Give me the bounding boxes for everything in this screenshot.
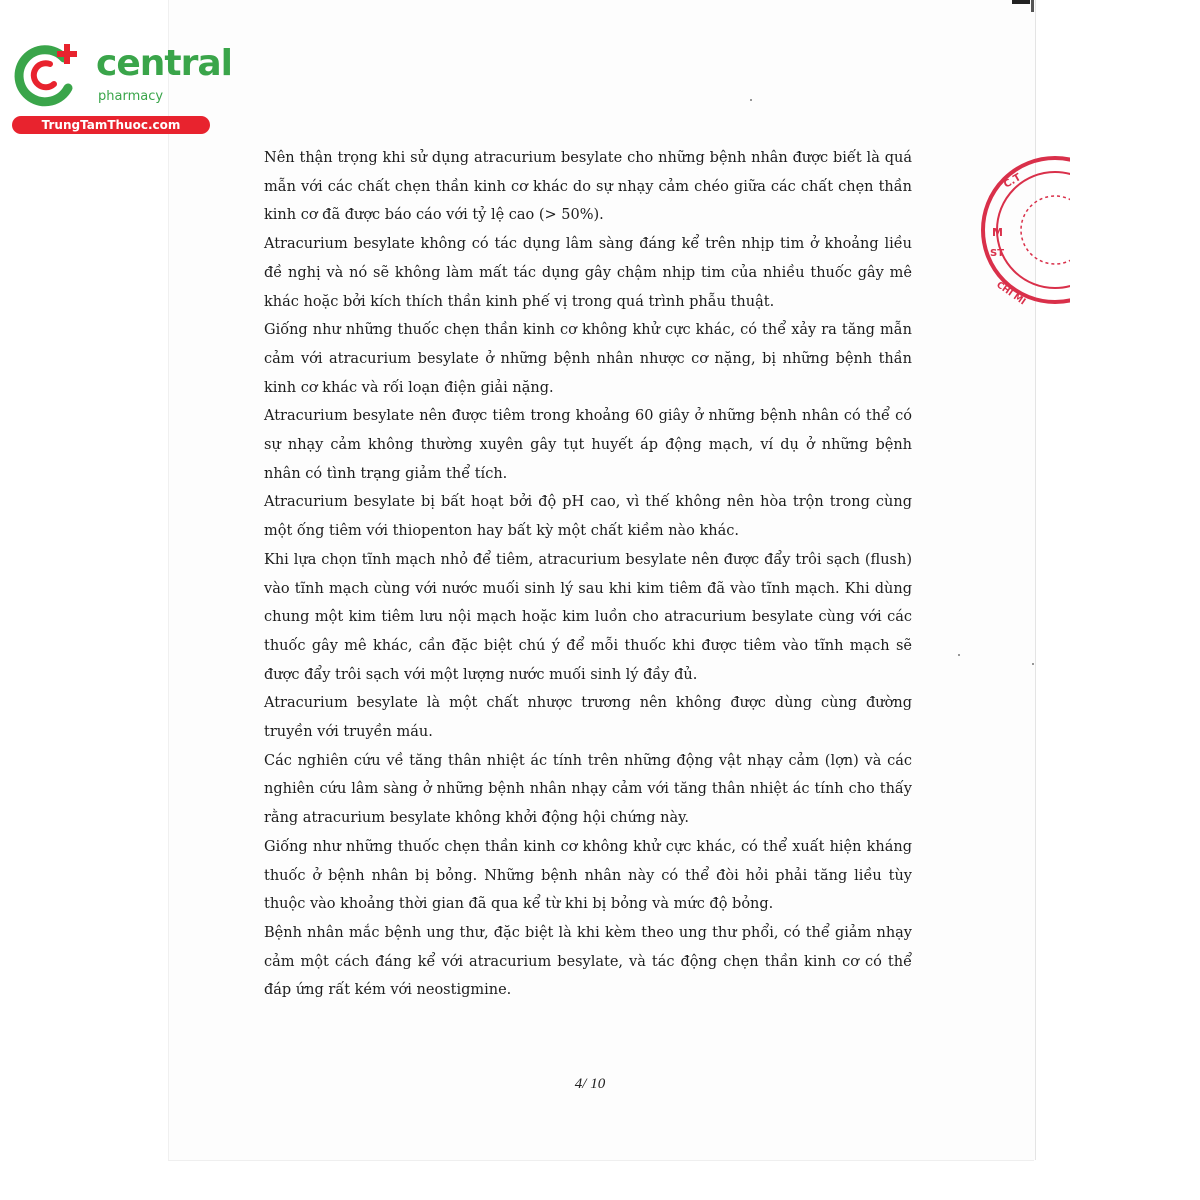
- scan-speck: [750, 99, 752, 101]
- stamp-text: M: [992, 226, 1003, 239]
- paragraph: Atracurium besylate không có tác dụng lâm sàng đáng kể trên nhịp tim ở khoảng liều đề nghị và nó sẽ không làm mất tác dụng gây chậm nhịp tim của nhiều thuốc gây mê khác hoặc bởi kích thích thần kinh phế vị trong quá trình phẫu thuật.: [264, 236, 912, 310]
- company-stamp: [960, 150, 1070, 310]
- logo-sub-text: pharmacy: [98, 89, 164, 104]
- central-pharmacy-logo[interactable]: [10, 36, 232, 136]
- paragraph: Nên thận trọng khi sử dụng atracurium besylate cho những bệnh nhân được biết là quá mẫn với các chất chẹn thần kinh cơ khác do sự nhạy cảm chéo giữa các chất chẹn thần kinh cơ đã được báo cáo với tỷ lệ cao (> 50%).: [264, 150, 912, 224]
- logo-brand-text: central: [96, 43, 232, 84]
- page-number: 4/ 10: [574, 1076, 606, 1092]
- logo-site-url: TrungTamThuoc.com: [12, 116, 210, 134]
- pharmacy-logo-icon: [10, 38, 82, 110]
- document-body: [264, 144, 912, 1005]
- stamp-text: CHI MI: [994, 280, 1027, 308]
- paragraph: Giống như những thuốc chẹn thần kinh cơ không khử cực khác, có thể xuất hiện kháng thuốc ở bệnh nhân bị bỏng. Những bệnh nhân này có thể đòi hỏi phải tăng liều tùy thuộc vào khoảng thời gian đã qua kể từ khi bị bỏng và mức độ bỏng.: [264, 838, 912, 913]
- paragraph: Các nghiên cứu về tăng thân nhiệt ác tính trên những động vật nhạy cảm (lợn) và các nghiên cứu lâm sàng ở những bệnh nhân nhạy cảm với tăng thân nhiệt ác tính cho thấy rằng atracurium besylate không khởi động hội chứng này.: [264, 752, 912, 827]
- paper-edge: [168, 1160, 1034, 1161]
- scan-corner-mark: [1031, 0, 1034, 12]
- scan-speck: [1032, 663, 1034, 665]
- scan-speck: [958, 654, 960, 656]
- paragraph: Atracurium besylate là một chất nhược trương nên không được dùng cùng đường truyền với truyền máu.: [264, 695, 912, 741]
- paragraph: Giống như những thuốc chẹn thần kinh cơ không khử cực khác, có thể xảy ra tăng mẫn cảm với atracurium besylate ở những bệnh nhân nhược cơ nặng, bị những bệnh thần kinh cơ khác và rối loạn điện giải nặng.: [264, 322, 912, 396]
- stamp-text: C.T: [1002, 172, 1024, 191]
- paragraph: Bệnh nhân mắc bệnh ung thư, đặc biệt là khi kèm theo ung thư phổi, có thể giảm nhạy cảm một cách đáng kể với atracurium besylate, và tác động chẹn thần kinh cơ có thể đáp ứng rất kém với neostigmine.: [264, 924, 912, 999]
- stamp-text: ST: [990, 248, 1005, 259]
- paragraph: Atracurium besylate bị bất hoạt bởi độ pH cao, vì thế không nên hòa trộn trong cùng một ống tiêm với thiopenton hay bất kỳ một chất kiềm nào khác.: [264, 494, 912, 540]
- paragraph: Khi lựa chọn tĩnh mạch nhỏ để tiêm, atracurium besylate nên được đẩy trôi sạch (flush) vào tĩnh mạch cùng với nước muối sinh lý sau khi kim tiêm đã vào tĩnh mạch. Khi dùng chung một kim tiêm lưu nội mạch hoặc kim luồn cho atracurium besylate cùng với các thuốc gây mê khác, cần đặc biệt chú ý để mỗi thuốc khi được tiêm vào tĩnh mạch sẽ được đẩy trôi sạch với một lượng nước muối sinh lý đầy đủ.: [264, 551, 912, 683]
- scan-corner-mark: [1012, 0, 1030, 4]
- paragraph: Atracurium besylate nên được tiêm trong khoảng 60 giây ở những bệnh nhân có thể có sự nhạy cảm không thường xuyên gây tụt huyết áp động mạch, ví dụ ở những bệnh nhân có tình trạng giảm thể tích.: [264, 408, 912, 482]
